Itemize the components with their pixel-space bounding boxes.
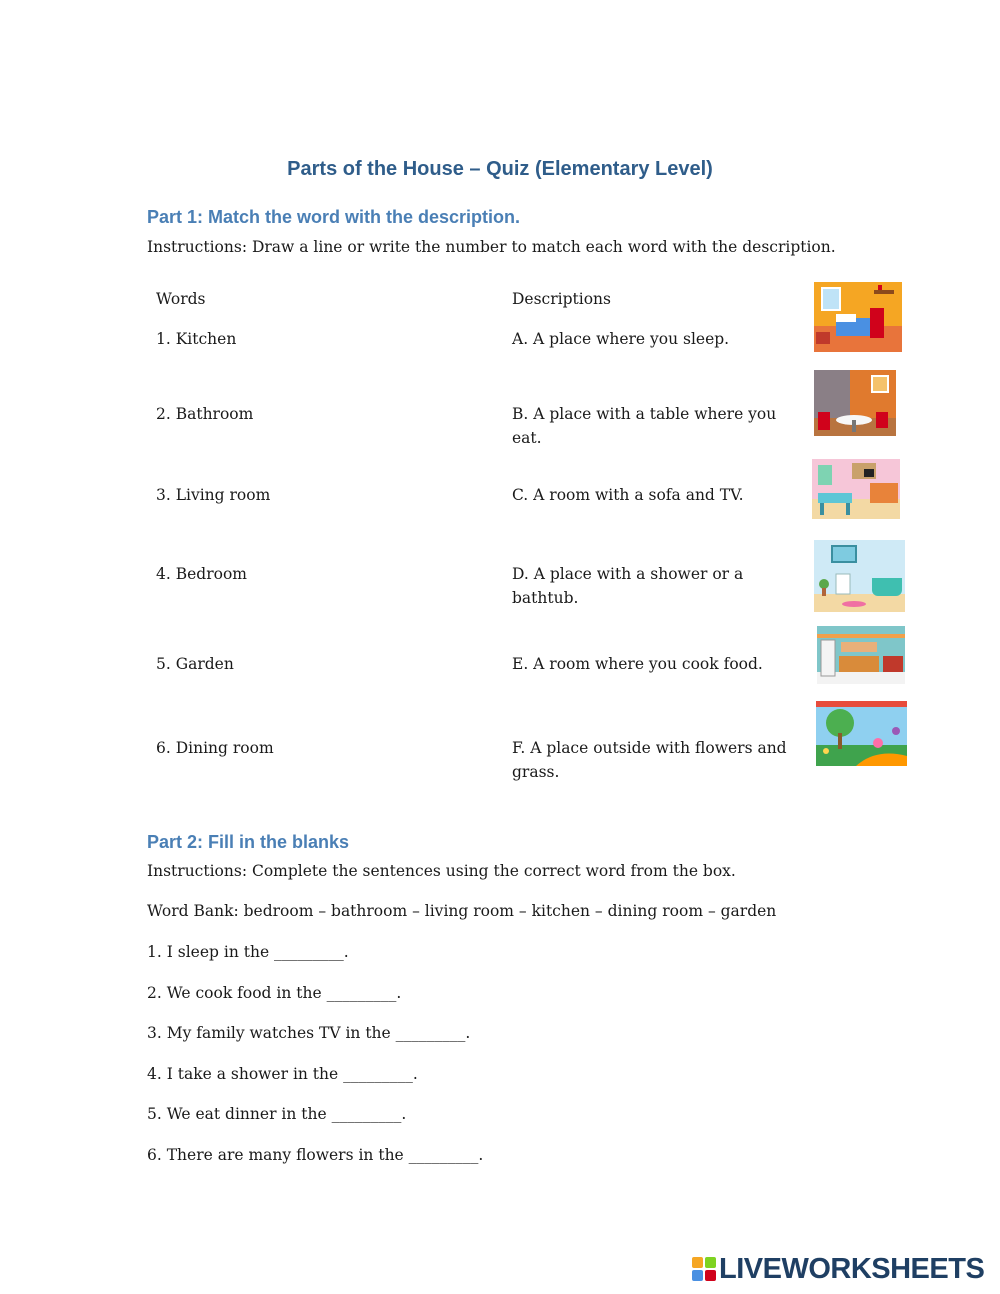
word-item: 1. Kitchen xyxy=(156,330,237,348)
fill-in-sentence: 2. We cook food in the _________. xyxy=(147,984,402,1002)
fill-in-sentence: 5. We eat dinner in the _________. xyxy=(147,1105,407,1123)
garden-image xyxy=(816,701,907,766)
description-item: C. A room with a sofa and TV. xyxy=(512,486,744,504)
fill-in-sentence: 3. My family watches TV in the _________. xyxy=(147,1024,471,1042)
description-item: E. A room where you cook food. xyxy=(512,655,763,673)
fill-in-sentence: 6. There are many flowers in the _________. xyxy=(147,1146,484,1164)
word-item: 4. Bedroom xyxy=(156,565,247,583)
kitchen-image xyxy=(817,626,905,684)
description-item: A. A place where you sleep. xyxy=(512,330,730,348)
description-item: B. A place with a table where you eat. xyxy=(512,405,777,447)
logo-text: LIVEWORKSHEETS xyxy=(719,1252,985,1285)
fill-in-sentence: 4. I take a shower in the _________. xyxy=(147,1065,418,1083)
part1-instructions: Instructions: Draw a line or write the number to match each word with the description. xyxy=(147,238,836,256)
word-item: 5. Garden xyxy=(156,655,234,673)
words-header: Words xyxy=(156,290,206,308)
descriptions-header: Descriptions xyxy=(512,290,611,308)
part2-instructions: Instructions: Complete the sentences using the correct word from the box. xyxy=(147,862,736,880)
part2-heading: Part 2: Fill in the blanks xyxy=(147,832,350,852)
word-bank: Word Bank: bedroom – bathroom – living room – kitchen – dining room – garden xyxy=(147,902,777,920)
page-title: Parts of the House – Quiz (Elementary Level) xyxy=(287,158,713,180)
fill-in-sentence: 1. I sleep in the _________. xyxy=(147,943,349,961)
bedroom-image xyxy=(814,282,902,352)
living-room-image xyxy=(812,459,900,519)
dining-room-image xyxy=(814,370,896,436)
word-item: 2. Bathroom xyxy=(156,405,254,423)
liveworksheets-logo xyxy=(692,1254,984,1284)
word-item: 6. Dining room xyxy=(156,739,274,757)
description-item: F. A place outside with flowers and grass. xyxy=(512,739,787,781)
part1-heading: Part 1: Match the word with the description. xyxy=(147,207,521,227)
logo-badge-icon xyxy=(692,1257,716,1281)
word-item: 3. Living room xyxy=(156,486,271,504)
bathroom-image xyxy=(814,540,905,612)
description-item: D. A place with a shower or a bathtub. xyxy=(512,565,744,607)
